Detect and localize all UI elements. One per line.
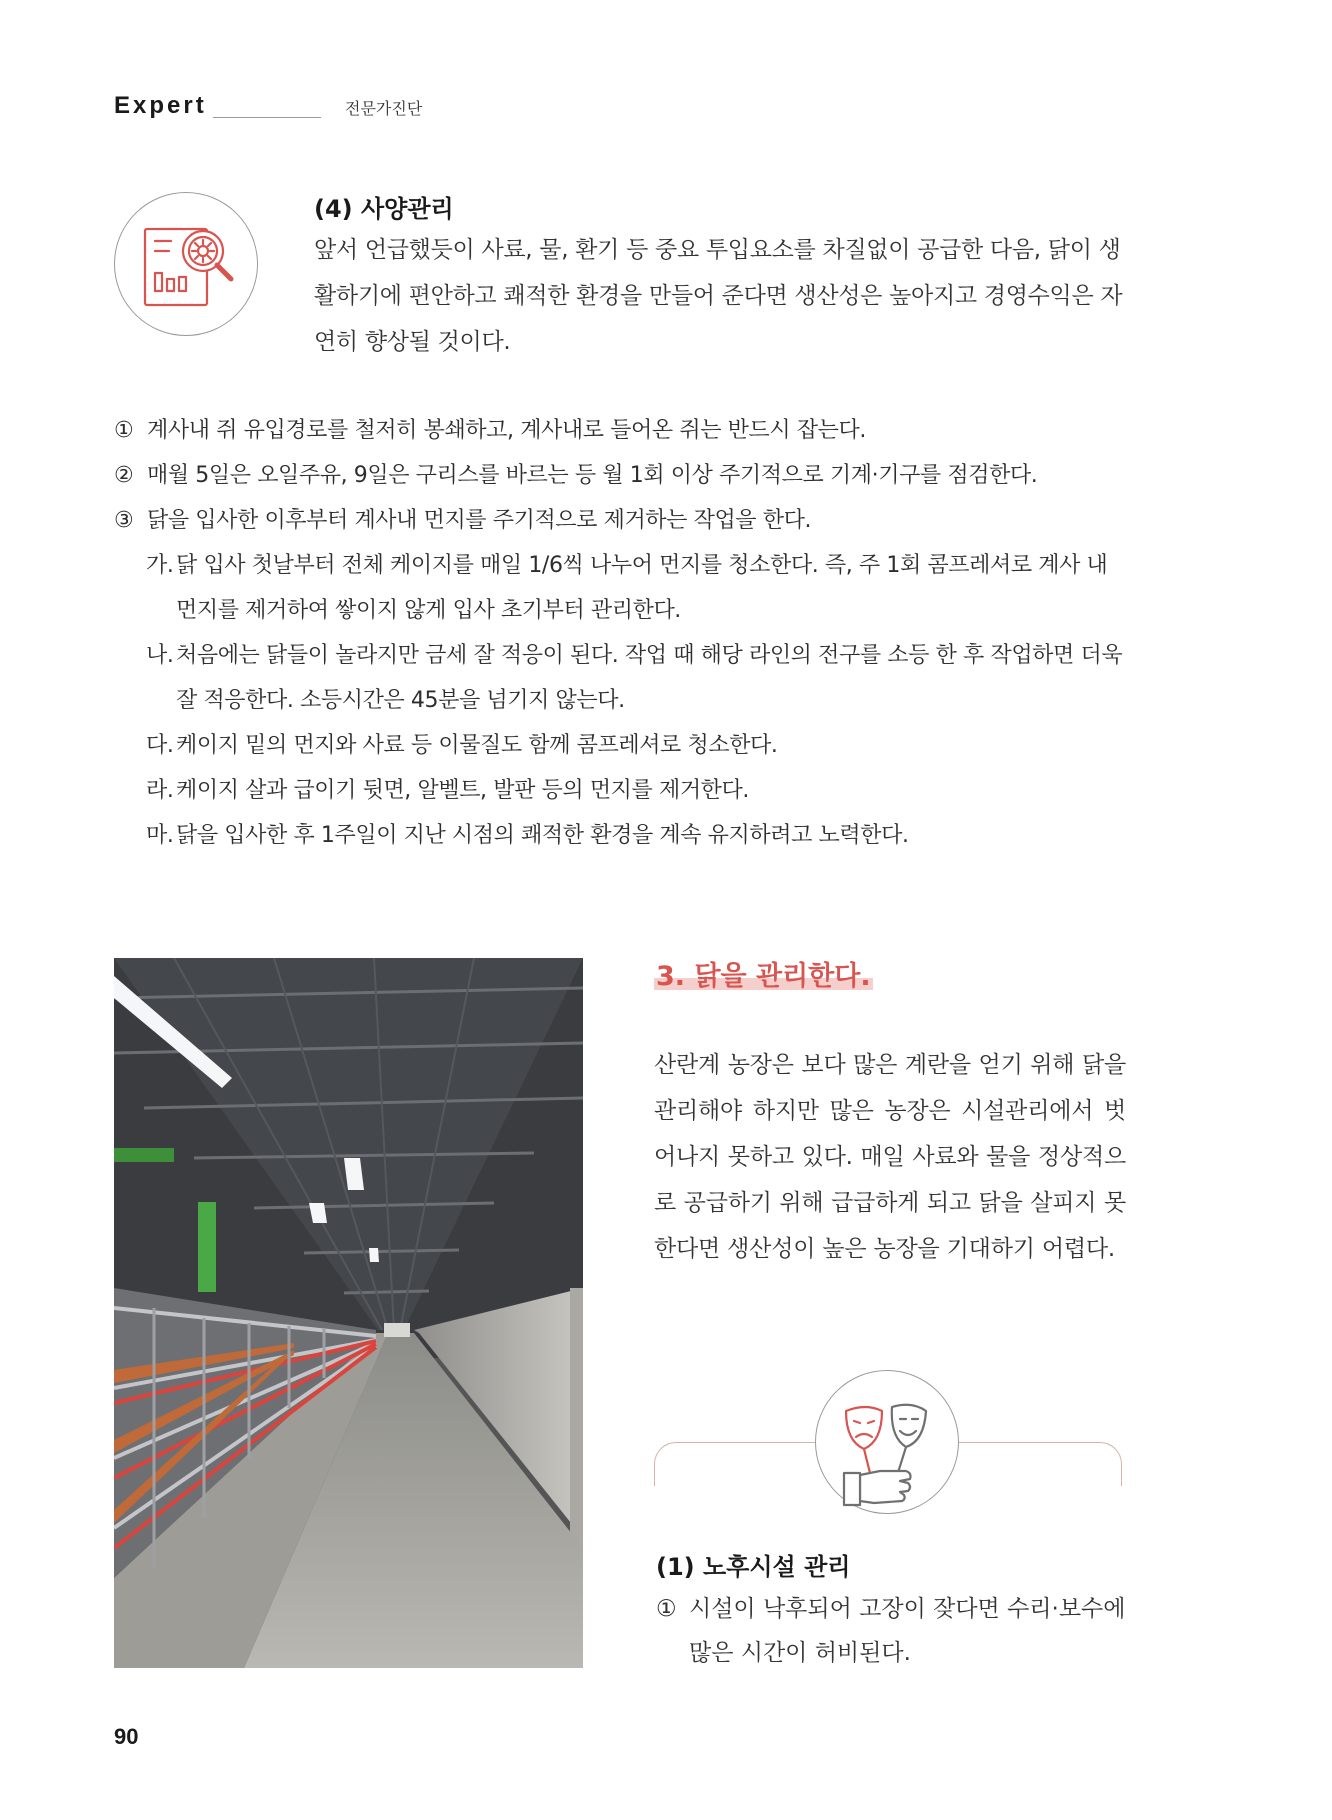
sub-list-text: 케이지 살과 급이기 뒷면, 알벨트, 발판 등의 먼지를 제거한다. bbox=[176, 778, 749, 803]
sub-list-text: 닭을 입사한 후 1주일이 지난 시점의 쾌적한 환경을 계속 유지하려고 노력한다. bbox=[176, 823, 909, 848]
list-item bbox=[114, 408, 1134, 453]
section-1-title: (1) 노후시설 관리 bbox=[656, 1553, 851, 1581]
sub-list-item bbox=[114, 633, 1134, 723]
sub-list-item bbox=[114, 543, 1134, 633]
sub-list-label: 가. bbox=[146, 553, 174, 578]
sub-list-text: 닭 입사 첫날부터 전체 케이지를 매일 1/6씩 나누어 먼지를 청소한다. 즉, 주 1회 콤프레셔로 계사 내 먼지를 제거하여 쌓이지 않게 입사 초기부터 관리한다. bbox=[176, 553, 1108, 623]
sad-happy-masks-icon bbox=[815, 1370, 959, 1514]
section-1-body bbox=[656, 1587, 1126, 1675]
sub-list-item bbox=[114, 813, 1134, 858]
sub-list-item bbox=[114, 768, 1134, 813]
magazine-brand: Expert bbox=[114, 92, 207, 119]
section-4-title: (4) 사양관리 bbox=[314, 195, 454, 223]
list-item-number: ① bbox=[114, 418, 134, 443]
poultry-house-photo bbox=[114, 958, 583, 1668]
sub-list-text: 처음에는 닭들이 놀라지만 금세 잘 적응이 된다. 작업 때 해당 라인의 전구를 소등 한 후 작업하면 더욱 잘 적응한다. 소등시간은 45분을 넘기지 않는다. bbox=[176, 643, 1123, 713]
sub-list-label: 나. bbox=[146, 643, 174, 668]
list-item bbox=[656, 1587, 1126, 1675]
maintenance-list bbox=[114, 408, 1134, 858]
header-divider bbox=[213, 117, 321, 118]
list-item-text: 계사내 쥐 유입경로를 철저히 봉쇄하고, 계사내로 들어온 쥐는 반드시 잡는다. bbox=[147, 418, 866, 443]
section-3-title: 3. 닭을 관리한다. bbox=[654, 954, 873, 993]
header-category: 전문가진단 bbox=[345, 99, 423, 118]
list-item bbox=[114, 498, 1134, 543]
list-item-text: 시설이 낙후되어 고장이 잦다면 수리·보수에 많은 시간이 허비된다. bbox=[689, 1596, 1126, 1666]
section-4-body: 앞서 언급했듯이 사료, 물, 환기 등 중요 투입요소를 차질없이 공급한 다음, 닭이 생활하기에 편안하고 쾌적한 환경을 만들어 준다면 생산성은 높아지고 경영수익은 자연히 향상될 것이다. bbox=[314, 237, 1123, 355]
section-3-body: 산란계 농장은 보다 많은 계란을 얻기 위해 닭을 관리해야 하지만 많은 농장은 시설관리에서 벗어나지 못하고 있다. 매일 사료와 물을 정상적으로 공급하기 위해 급급하게 되고 닭을 살피지 못한다면 생산성이 높은 농장을 기대하기 어렵다. bbox=[654, 1052, 1126, 1262]
list-item-number: ① bbox=[656, 1596, 677, 1622]
list-item bbox=[114, 453, 1134, 498]
list-item-number: ② bbox=[114, 463, 134, 488]
sub-list-label: 다. bbox=[146, 733, 174, 758]
sub-list-text: 케이지 밑의 먼지와 사료 등 이물질도 함께 콤프레셔로 청소한다. bbox=[176, 733, 778, 758]
sub-list-label: 라. bbox=[146, 778, 174, 803]
sub-list-item bbox=[114, 723, 1134, 768]
list-item-text: 매월 5일은 오일주유, 9일은 구리스를 바르는 등 월 1회 이상 주기적으로 기계·기구를 점검한다. bbox=[147, 463, 1038, 488]
sub-list-label: 마. bbox=[146, 823, 174, 848]
report-analysis-icon bbox=[114, 192, 258, 336]
list-item-number: ③ bbox=[114, 508, 134, 533]
page-number: 90 bbox=[114, 1724, 139, 1749]
list-item-text: 닭을 입사한 이후부터 계사내 먼지를 주기적으로 제거하는 작업을 한다. bbox=[147, 508, 812, 533]
